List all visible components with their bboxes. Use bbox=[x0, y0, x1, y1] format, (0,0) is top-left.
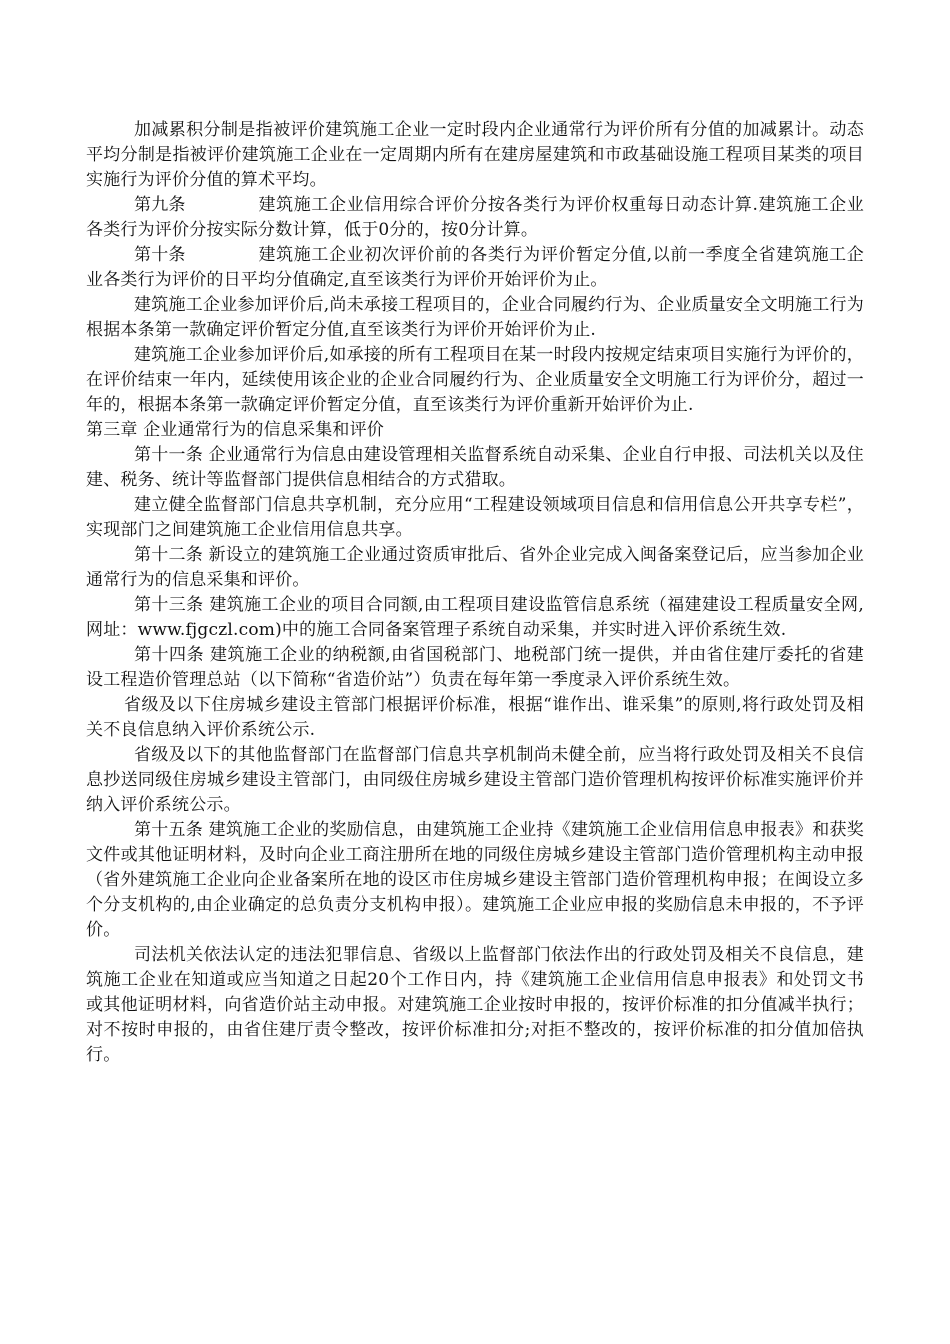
article-13: 第十三条 建筑施工企业的项目合同额,由工程项目建设监管信息系统（福建建设工程质量安全网,网址：www.fjgczl.com)中的施工合同备案管理子系统自动采集，并实时进入评价系统生效. bbox=[86, 595, 864, 640]
article-10 bbox=[86, 243, 864, 293]
paragraph-judicial-info: 司法机关依法认定的违法犯罪信息、省级以上监督部门依法作出的行政处罚及相关不良信息，建筑施工企业在知道或应当知道之日起20个工作日内，持《建筑施工企业信用信息申报表》和处罚文书或其他证明材料，向省造价站主动申报。对建筑施工企业按时申报的，按评价标准的扣分值减半执行；对不按时申报的，由省住建厅责令整改，按评价标准扣分;对拒不整改的，按评价标准的扣分值加倍执行。 bbox=[86, 945, 864, 1065]
paragraph-cumulative-scoring: 加减累积分制是指被评价建筑施工企业一定时段内企业通常行为评价所有分值的加减累计。动态平均分制是指被评价建筑施工企业在一定周期内所有在建房屋建筑和市政基础设施工程项目某类的项目实施行为评价分值的算术平均。 bbox=[86, 120, 864, 190]
article-9-label: 第九条 bbox=[134, 195, 186, 215]
paragraph-other-departments: 省级及以下的其他监督部门在监督部门信息共享机制尚未健全前，应当将行政处罚及相关不良信息抄送同级住房城乡建设主管部门，由同级住房城乡建设主管部门造价管理机构按评价标准实施评价并纳入评价系统公示。 bbox=[86, 745, 864, 815]
article-10-text: 建筑施工企业初次评价前的各类行为评价暂定分值,以前一季度全省建筑施工企业各类行为评价的日平均分值确定,直至该类行为评价开始评价为止。 bbox=[86, 245, 864, 290]
paragraph-penalty-collection: 省级及以下住房城乡建设主管部门根据评价标准，根据“谁作出、谁采集”的原则,将行政处罚及相关不良信息纳入评价系统公示. bbox=[86, 695, 864, 740]
article-11: 第十一条 企业通常行为信息由建设管理相关监督系统自动采集、企业自行申报、司法机关以及住建、税务、统计等监督部门提供信息相结合的方式猎取。 bbox=[86, 445, 864, 490]
article-15: 第十五条 建筑施工企业的奖励信息，由建筑施工企业持《建筑施工企业信用信息申报表》和获奖文件或其他证明材料，及时向企业工商注册所在地的同级住房城乡建设主管部门造价管理机构主动申报（省外建筑施工企业向企业备案所在地的设区市住房城乡建设主管部门造价管理机构申报；在闽设立多个分支机构的,由企业确定的总负责分支机构申报）。建筑施工企业应申报的奖励信息未申报的，不予评价。 bbox=[86, 820, 864, 940]
article-14: 第十四条 建筑施工企业的纳税额,由省国税部门、地税部门统一提供，并由省住建厅委托的省建设工程造价管理总站（以下简称“省造价站”）负责在每年第一季度录入评价系统生效。 bbox=[86, 645, 864, 690]
article-9 bbox=[86, 193, 864, 243]
article-12: 第十二条 新设立的建筑施工企业通过资质审批后、省外企业完成入闽备案登记后，应当参加企业通常行为的信息采集和评价。 bbox=[86, 545, 864, 590]
chapter-3-heading: 第三章 企业通常行为的信息采集和评价 bbox=[86, 420, 385, 440]
document-body bbox=[86, 118, 864, 1068]
article-10-label: 第十条 bbox=[134, 245, 186, 265]
paragraph-info-sharing: 建立健全监督部门信息共享机制，充分应用“工程建设领域项目信息和信用信息公开共享专栏”，实现部门之间建筑施工企业信用信息共享。 bbox=[86, 495, 864, 540]
paragraph-no-projects: 建筑施工企业参加评价后,尚未承接工程项目的，企业合同履约行为、企业质量安全文明施工行为根据本条第一款确定评价暂定分值,直至该类行为评价开始评价为止. bbox=[86, 295, 864, 340]
article-9-text: 建筑施工企业信用综合评价分按各类行为评价权重每日动态计算.建筑施工企业各类行为评价分按实际分数计算，低于0分的，按0分计算。 bbox=[86, 195, 864, 240]
paragraph-projects-ended: 建筑施工企业参加评价后,如承接的所有工程项目在某一时段内按规定结束项目实施行为评价的，在评价结束一年内，延续使用该企业的企业合同履约行为、企业质量安全文明施工行为评价分，超过一年的，根据本条第一款确定评价暂定分值，直至该类行为评价重新开始评价为止. bbox=[86, 345, 864, 415]
